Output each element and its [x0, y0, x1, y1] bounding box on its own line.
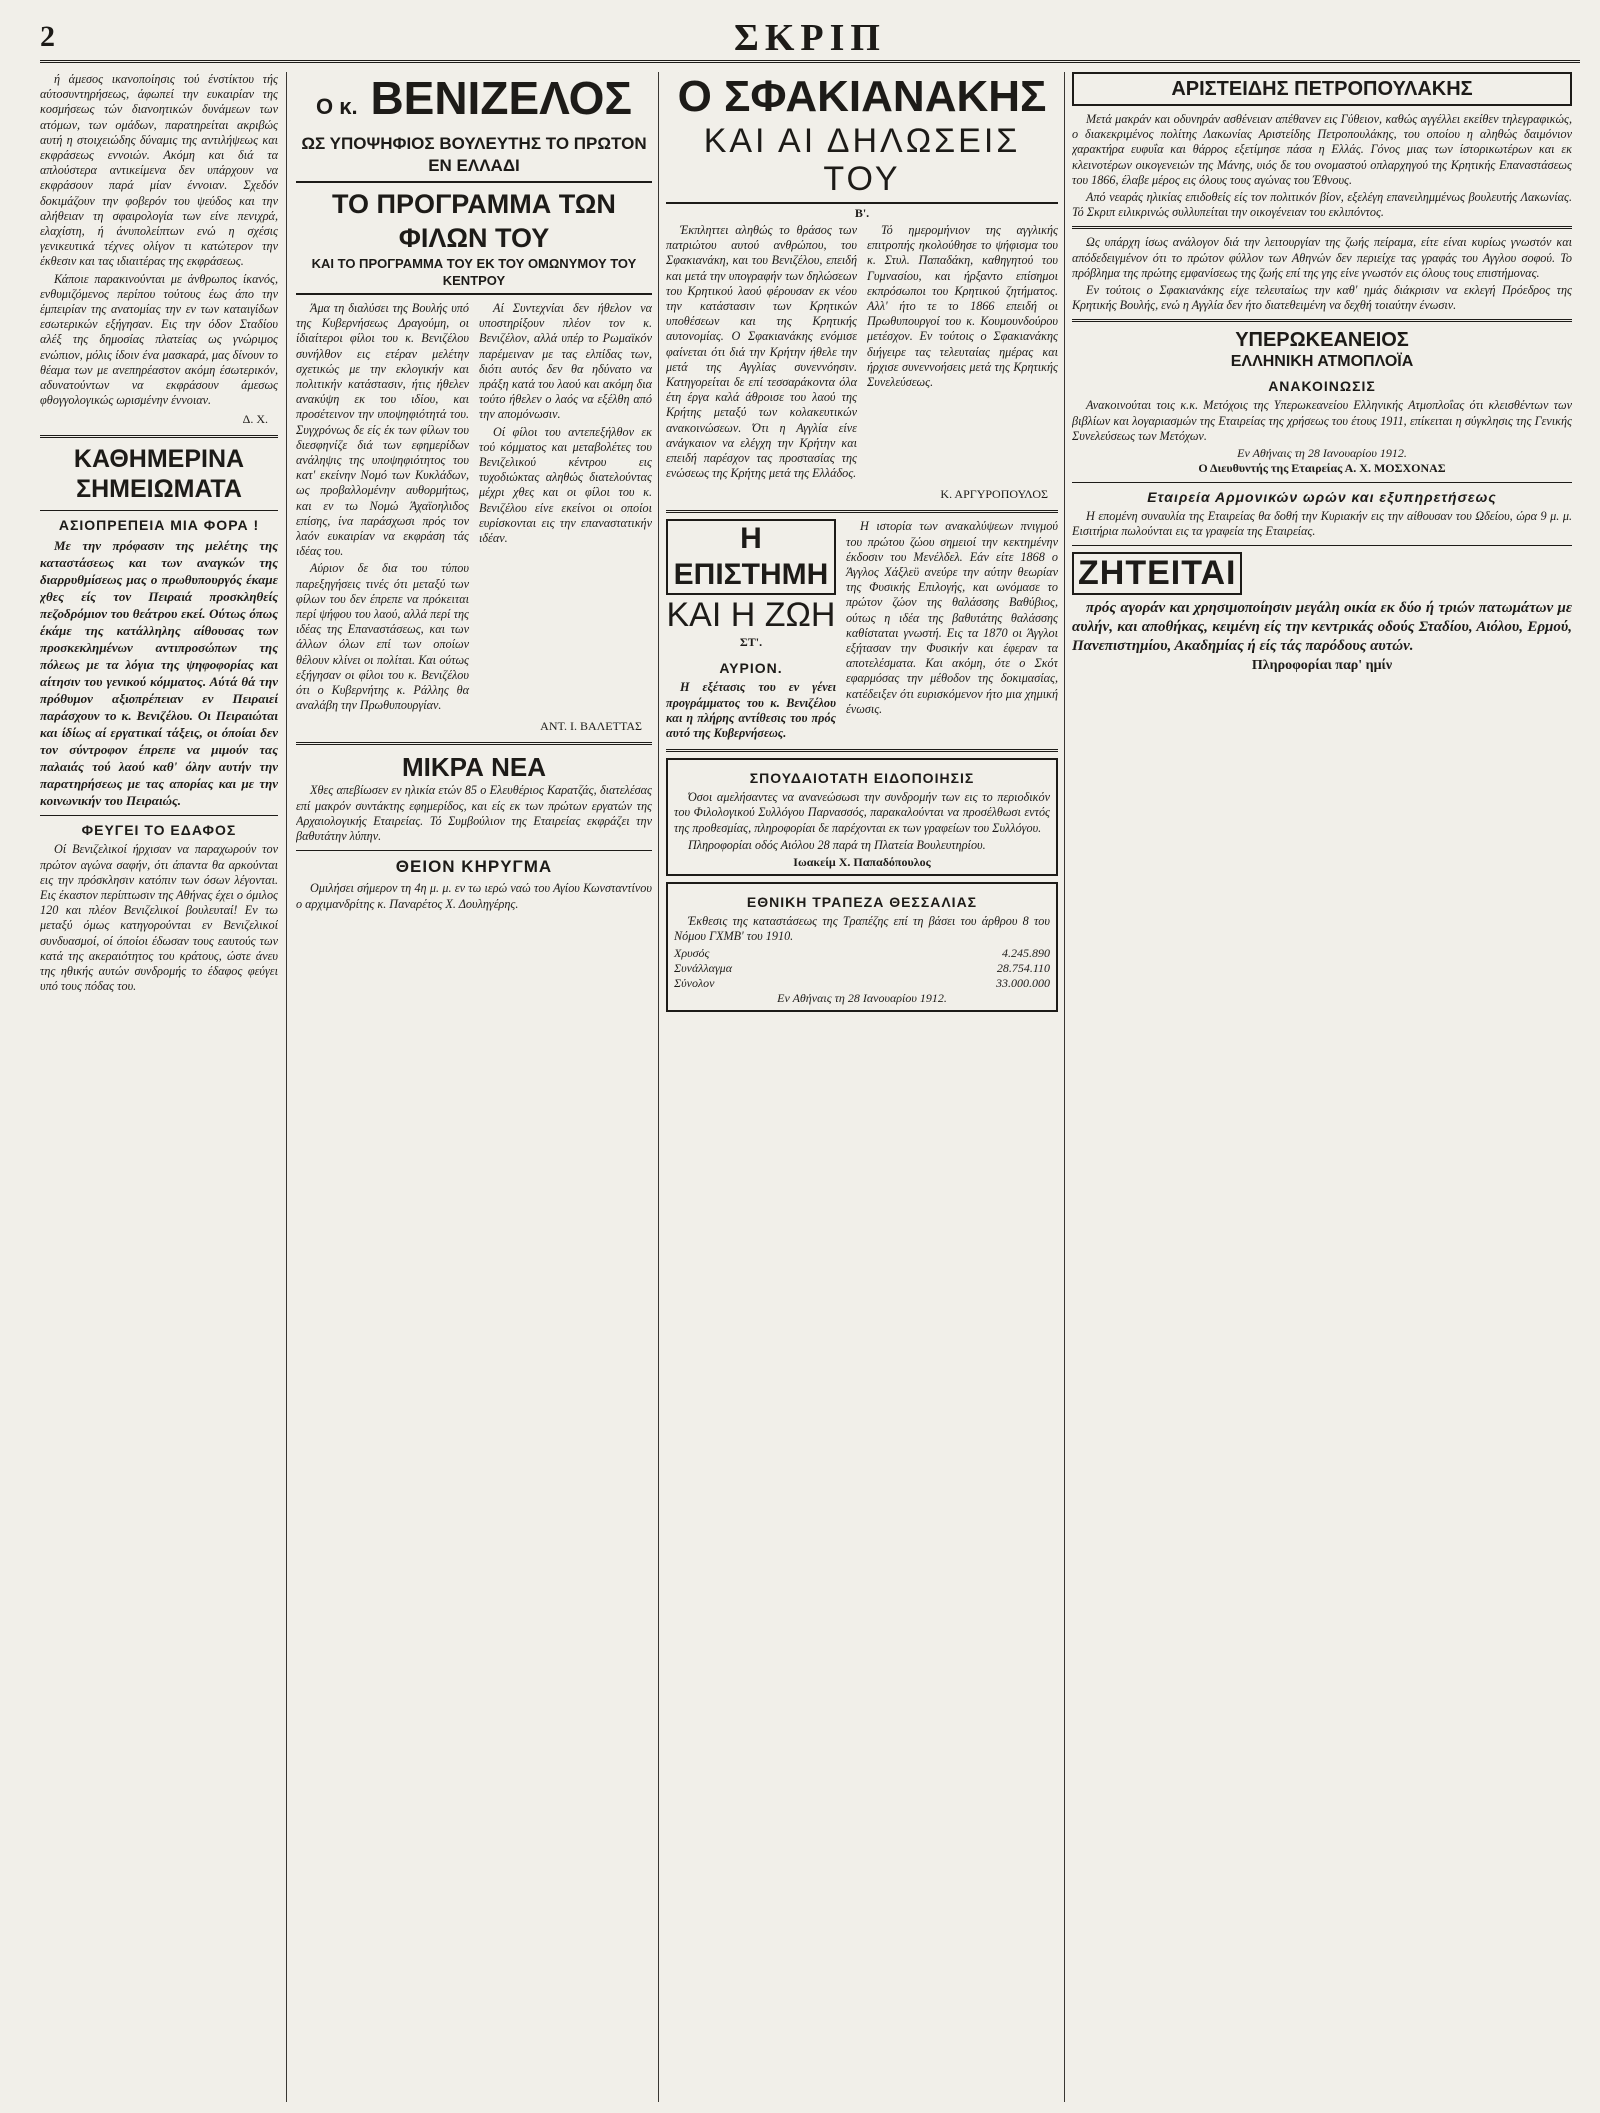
title-prefix: Ο κ. [316, 94, 358, 119]
divider [666, 510, 1058, 513]
article-body [296, 783, 652, 844]
article-title: Ο ΣΦΑΚΙΑΝΑΚΗΣ [677, 72, 1047, 121]
paragraph: πρός αγοράν και χρησιμοποίησιν μεγάλη οικία εκ δύο ή τριών πατωμάτων με αυλήν, και αποθήκας, κειμένη είς την κεντρικάς οδούς Σταδίου, Αιόλου, Ερμού, Πανεπιστημίου, Ακαδημίας ή είς τάς παρόδους αυτών. [1072, 600, 1572, 655]
bank-heading: ΕΘΝΙΚΗ ΤΡΑΠΕΖΑ ΘΕΣΣΑΛΙΑΣ [746, 894, 978, 911]
bank-row-value: 28.754.110 [996, 961, 1050, 976]
notice-heading: ΣΠΟΥΔΑΙΟΤΑΤΗ ΕΙΔΟΠΟΙΗΣΙΣ [749, 770, 975, 787]
paragraph: Εν τούτοις ο Σφακιανάκης είχε τελευταίως την καθ' ημάς διάκρισιν να εκλεγή Πρόεδρος της Κρητικής Βουλής, ενώ η Αγγλία δεν ήτο διατεθειμένη να δεχθή τοιαύτην ένωσιν. [1072, 283, 1572, 313]
column-4 [1072, 72, 1572, 2102]
announcement-body [1072, 398, 1572, 444]
column-1 [40, 72, 278, 2102]
section-subheading: ΚΑΙ Η ΖΩΗ [666, 596, 836, 635]
announcement-heading: ΑΝΑΚΟΙΝΩΣΙΣ [1268, 378, 1376, 395]
column-2 [296, 72, 652, 2102]
paragraph: Ως υπάρχη ίσως ανάλογον διά την λειτουργίαν της ζωής πείραμα, είτε είναι κυρίως γνωστόν και απόδεδειγμένον ότι το πρώτον φύλλον των Αθηνών δεν περιείχε τας γραφάς του Αγγλου σοφού. Το πρόβλημα της πρώτης εμφανίσεως της ζωής επί της γης είνε γνωστόν εις όλους τους επιστήμονας. [1072, 235, 1572, 280]
section-heading: ΘΕΙΟΝ ΚΗΡΥΓΜΑ [395, 857, 553, 877]
wanted-ad [1072, 552, 1572, 674]
paragraph: Αί Συντεχνίαι δεν ήθελον να υποστηρίξουν πλέον τον κ. Βενιζέλον, αλλά υπέρ το Ρωμαϊκόν παρέμειναν με τας ελπίδας των, διότι αυτός δεν θα ηδύνατο να πράξη κατά του λαού και ακόμη δια τούτο ήθελεν ο λαός να εξέλθη από την απομόνωσιν. [479, 301, 652, 422]
paragraph: Από νεαράς ηλικίας επιδοθείς είς τον πολιτικόν βίον, εξελέγη επανειλημμένως βουλευτής Λακωνίας. Τό Σκριπ ειλικρινώς συλλυπείται την οικογένειαν του εκλιπόντος. [1072, 190, 1572, 220]
article-headline: ΤΟ ΠΡΟΓΡΑΜΜΑ ΤΩΝ ΦΙΛΩΝ ΤΟΥ [332, 189, 616, 253]
company-subname: ΕΛΛΗΝΙΚΗ ΑΤΜΟΠΛΟΪΑ [1230, 353, 1414, 371]
paragraph: Η επομένη συναυλία της Εταιρείας θα δοθή την Κυριακήν εις την αίθουσαν του Ωδείου, ώρα 9 μ. μ. Εισιτήρια πωλούνται εις τα γραφεία της Εταιρείας. [1072, 509, 1572, 539]
science-body [846, 519, 1058, 743]
notice-signature: Ιωακείμ Χ. Παπαδόπουλος [793, 855, 931, 870]
article-body [1072, 235, 1572, 313]
paragraph: Οί Βενιζελικοί ήρχισαν να παραχωρούν τον πρώτον αγώνα σαφήν, ότι άπαντα θα αρκούνται εις την πρόσκλησιν κατόπιν των όσων λέγονται. Εις έκαστον περίπτωσιν της Αθήνας έχει ο όμιλος 120 και πλέον Βενιζελικοί βουλευταί! Εν τω μεταξύ όμως κατηγορούνται εν Βενιζελικοί συνδυασμοί, οί όποίοι έδωσαν τους εαυτούς των κατά της ακεραιότητος του κράτους, ώστε άνευ της ηθικής αυτών συνδρομής το έδαφος φεύγει υπό τους πόδας του. [40, 842, 278, 994]
newspaper-page [40, 16, 1580, 2101]
company-name: ΥΠΕΡΩΚΕΑΝΕΙΟΣ [1235, 329, 1409, 352]
concert-body [1072, 509, 1572, 539]
concert-heading: Εταιρεία Αρμονικών ωρών και εξυπηρετήσεως [1147, 489, 1497, 506]
bank-row [674, 946, 1050, 961]
paragraph: ή άμεσος ικανοποίησις τού ένστίκτου τής αύτοσυντηρήσεως, άφωπεί την ευκαιρίαν της κοσμήσεως τών διανοητικών δυνάμεων των ατόμων, των ομάδων, παρατηρείται ακριβώς αυτή η στοιχειώδης δύναμις της αντιλήψεως και εκφράσεως εννοιών. Ακόμη και διά τα απλούστερα αντικείμενα δεν υπάρχουν να εκφράσουν παρά μίαν έννοιαν. Σχεδόν δοκιμάζουν την φοβερόν του ψεύδος και την αλήθειαν τη σφαιρολογία των είνε πενιχρά, ελαχίστη, ή άνυπολείπτων ενώ η σχέσις γενικευτικά τέχνες ολίγον τι κατώτερον την έκθεσιν και τας ιδιαιτέρας της εκφράσεως. [40, 72, 278, 269]
paragraph: Άμα τη διαλύσει της Βουλής υπό της Κυβερνήσεως Δραγούμη, οι ίδιαίτεροι φίλοι του κ. Βενιζέλου συνήλθον εις ετέραν μελέτην σχετικώς με την εκλογικήν και πολιτικήν κατάστασιν, ήτις ήθελεν ανακύψη εκ του ιδίου, και προσέτεινον την υποψηφιότητά του. Συγχρόνως δε είς έκ των φίλων του διεσφηνίζε διά των εφημερίδων ανάληψις της υποψηφιότητος του κατ' εκείνην Νομό των Κυκλάδων, ως προβαλλομένην αυθορμήτως, και εν τω Νομώ Άχαϊοηλιδος επίσης, ίνα παράσχωσι πρός τον λαόν ευκαιρίαν να εκφράση τάς ιδέας του. [296, 301, 469, 559]
column-heading: ΣΗΜΕΙΩΜΑΤΑ [76, 475, 242, 504]
masthead [40, 16, 1580, 63]
bank-intro [674, 914, 1050, 944]
article-body [666, 223, 1058, 483]
paragraph: Αύριον δε δια του τύπου παρεξηγήσεις τινές ότι μεταξύ των φίλων του δεν έπρεπε να πρόκειται περί ψήφου του λαού, αλλά περί της ιδέας της Επαναστάσεως, και των άλλων όλων επί των οποίων θέλουν κλίνει οι πολίται. Και ούτως εξήγησαν οι φίλοι του κ. Βενιζέλου ότι ο Κυβερνήτης κ. Ράλλης θα αναλάβη την Πρωθυπουργίαν. [296, 561, 469, 713]
article-heading: ΑΣΙΟΠΡΕΠΕΙΑ ΜΙΑ ΦΟΡΑ ! [58, 517, 260, 534]
paragraph: Με την πρόφασιν της μελέτης της καταστάσεως και των αναγκών της διαρρυθμίσεως μας ο πρωθυπουργός έκαμε χθες είς τον Πειραιά προσκληθείς πεζοδρόμιον του θεάτρου εκεί. Ούτως όπως έκάμε της κατάλληλης αίθουσας των προσκεκλημένων αντιπροσώπων της πόλεως με τα λόγια της ψηφοφορίας και αίτησιν του γενικού κόμματος. Αύτά θά την πρόθυμον αξιοπρέπειαν εν Πειραιεί παράσχουν το κ. Βενιζέλου. Οι Πειραιώται και ίδίως αί εργατικαί τάξεις, οι όποίαι δεν τον σύντροφον έπρεπε να μιμούν τας παλαιάς τού λαού καθ' όλην αυτήν την παρατηρήσεως με τας απορίας και με την κοινωνικήν του Πειραιώς. [40, 538, 278, 809]
title-main: ΒΕΝΙΖΕΛΟΣ [370, 72, 632, 124]
paragraph: Χθες απεβίωσεν εν ηλικία ετών 85 ο Ελευθέριος Καρατζάς, διατελέσας επί μακρόν συντάκτης εφημερίδος, και είς εκ των πρώτων εργατών της Αρχαιολογικής Εταιρείας. Τό Συμβούλιον της Εταιρείας εκφράζει την βαθυτάτην λύπην. [296, 783, 652, 844]
divider [40, 510, 278, 511]
article-body [296, 301, 652, 715]
article-heading: ΦΕΥΓΕΙ ΤΟ ΕΔΑΦΟΣ [81, 822, 237, 839]
divider [1072, 319, 1572, 322]
wanted-info: Πληροφορίαι παρ' ημίν [1251, 658, 1393, 674]
section-heading: ΜΙΚΡΑ ΝΕΑ [402, 752, 546, 783]
bank-row-value: 4.245.890 [1002, 946, 1050, 961]
column-rule [1064, 72, 1065, 2102]
paragraph: Η εξέτασις του εν γένει προγράμματος του κ. Βενιζέλου και η πλήρης αντίθεσις του πρός αυτό της Κυβερνήσεως. [666, 680, 836, 741]
paragraph: Έκθεσις της καταστάσεως της Τραπέζης επί τη βάσει του άρθρου 8 του Νόμου ΓΧΜΒ' του 1910. [674, 914, 1050, 944]
bank-row-label: Σύνολον [674, 976, 715, 991]
bank-row-label: Χρυσός [674, 946, 710, 961]
paragraph: Όσοι αμελήσαντες να ανανεώσωσι την συνδρομήν των εις το περιοδικόν του Φιλολογικού Συλλόγου Παρνασσός, παρακαλούνται να προσέλθωσι εντός της προθεσμίας, πληροφορίαι δε παρέχονται εκ των γραφείων του Συλλόγου. [674, 790, 1050, 835]
newspaper-title: ΣΚΡΙΠ [734, 17, 886, 59]
divider [40, 815, 278, 816]
paragraph: Τό ημερομήνιον της αγγλικής επιτροπής ηκολούθησε το ψήφισμα του κ. Στυλ. Παπαδάκη, καθηγητού του Γυμνασίου, και ήρξαντο επίσημοι εκπρόσωποι του Κρητικού ζητήματος. Αλλ' ήτο τε το 1866 επειδή οι Πρωθυπουργοί του κ. Κουμουνδούρου μετέσχον. Εν τούτοις ο Σφακιανάκης διήγειρε τας τελευταίας ημέρας και ήρχισε συνεννοήσεις μετά της Κρητικής Συνελεύσεως. [867, 223, 1058, 390]
divider [1072, 226, 1572, 229]
tomorrow-text [666, 680, 836, 741]
column-heading: ΚΑΘΗΜΕΡΙΝΑ [73, 445, 245, 474]
notice-body [674, 790, 1050, 853]
section-mark: Β'. [854, 206, 870, 220]
divider [296, 742, 652, 745]
bank-row [674, 961, 1050, 976]
wanted-heading: ΖΗΤΕΙΤΑΙ [1072, 552, 1242, 595]
divider [296, 850, 652, 851]
divider [1072, 482, 1572, 483]
signature: Δ. Χ. [242, 412, 268, 427]
divider [666, 749, 1058, 752]
article-title [296, 72, 652, 133]
paragraph: Οί φίλοι του αντεπεξήλθον εκ τού κόμματος και μεταβολέτες του Βενιζελικού κέντρου εις τυχοδιώκτας αληθώς διατελούντας μέχρι χθες και οι φίλοι του κ. Βενιζέλου είνε εκείνοι οι οποίοι ευρίσκονται εις την επαναστατικήν ιδέαν. [479, 424, 652, 546]
article-subtitle: ΚΑΙ ΑΙ ΔΗΛΩΣΕΙΣ ΤΟΥ [666, 122, 1058, 204]
paragraph: Κάποιε παρακινούνται με άνθρωπος ίκανός, ενθυμιζόμενος περίπου τούτους έως άπο την έμπειρίαν της ανατομίας την εν των καταιγίδων εσωτερικών εξήγησαν. Εις την όδον Σταδίου αλέξ της δημοσίας πλατείας ως γνώριμος ενώπιον, μόλις ίδοιν ένα μασκαρά, μας δίνουν το θέαμα των με ανεπηρέαστον ακόμη έσωτερικόν, αδυνατούντων να εκφράσουν άμεσως φθογγολογικώς ωρισμένην έννοιαν. [40, 271, 278, 408]
paragraph: Πληροφορίαι οδός Αιόλου 28 παρά τη Πλατεία Βουλευτηρίου. [688, 837, 986, 852]
section-mark: ΣΤ'. [739, 635, 763, 650]
article-body [296, 881, 652, 911]
article-title: ΑΡΙΣΤΕΙΔΗΣ ΠΕΤΡΟΠΟΥΛΑΚΗΣ [1072, 72, 1572, 106]
paragraph: Μετά μακράν και οδυνηράν ασθένειαν απέθανεν εις Γύθειον, καθώς αγγέλλει εκείθεν τηλεγραφικώς, ο διακεκριμένος πολίτης Λακωνίας Αριστείδης Πετροπουλάκης, του οποίου η αληθώς δαιμόνιον χαρακτήρα ευφυΐα και θάρρος εξετίμησε πάσα η Ελλάς. Γόνος μιας των ίστορικωτέρων και εκ κλεινοτέρων οικογενειών της Μάνης, υιός δε του ονομαστού οπλαρχηγού της Κρητικής Επαναστάσεως του 1866, έλαβε μέρος εις όλους τους αγώνας του Έθνους. [1072, 112, 1572, 187]
column-rule [658, 72, 659, 2102]
science-section [666, 519, 1058, 743]
paragraph: Ανακοινούται τοις κ.κ. Μετόχοις της Υπερωκεανείου Ελληνικής Ατμοπλοΐας ότι κλεισθέντων των βιβλίων και λογαριασμών της Εταιρείας της χρήσεως του έτους 1911, επίκειται η σύγκλησις της Γενικής Συνελεύσεως των Μετόχων. [1072, 398, 1572, 443]
divider [1072, 545, 1572, 546]
signature: ΑΝΤ. Ι. ΒΑΛΕΤΤΑΣ [540, 719, 642, 734]
article-headline-sub: ΚΑΙ ΤΟ ΠΡΟΓΡΑΜΜΑ ΤΟΥ ΕΚ ΤΟΥ ΟΜΩΝΥΜΟΥ ΤΟΥ ΚΕΝΤΡΟΥ [296, 255, 652, 295]
signature: Κ. ΑΡΓΥΡΟΠΟΥΛΟΣ [940, 487, 1048, 502]
column-3 [666, 72, 1058, 2102]
page-number: 2 [40, 20, 55, 53]
section-heading: Η ΕΠΙΣΤΗΜΗ [666, 519, 836, 595]
tomorrow-heading: ΑΥΡΙΟΝ. [719, 660, 783, 677]
notice-box [666, 758, 1058, 876]
paragraph: Έκπληττει αληθώς το θράσος των πατριώτου αυτού ανθρώπου, του Σφακιανάκη, και του Βενιζέλου, επειδή και μετά την υπογραφήν των δηλώσεων του Κρητικού λαού φέρουσαν εκ νέου την κατάστασιν των Κρητικών υποθέσεων και της Κρητικής αυτονομίας. Ο Σφακιανάκης ενόμισε φαίνεται ότι διά την Κρήτην ήθελε την μετά της Αγγλίας συνεννόησιν. Κατηγορείται δε επί τεσσαράκοντα όλα έτη έργα καλά άθροισε του λαού της Κρήτης μεταξύ των κολακευτικών ανακοινώσεων. Ότι η Αγγλία είνε ανάγκαιον να ελέγχη την Κρήτην και επειδή παρέσχον τας προστασίας της ενώσεως της Κρήτης μετά της Ελλάδος. [666, 223, 857, 481]
wanted-body [1072, 599, 1572, 656]
article-subtitle: ΩΣ ΥΠΟΨΗΦΙΟΣ ΒΟΥΛΕΥΤΗΣ ΤΟ ΠΡΩΤΟΝ ΕΝ ΕΛΛΑΔΙ [296, 133, 652, 183]
article-body [1072, 112, 1572, 220]
bank-row-value: 33.000.000 [996, 976, 1050, 991]
bank-statement [666, 882, 1058, 1012]
announcement-signature: Ο Διευθυντής της Εταιρείας Α. Χ. ΜΟΣΧΟΝΑΣ [1198, 461, 1446, 476]
bank-row-label: Συνάλλαγμα [674, 961, 733, 976]
article-continuation [40, 72, 278, 408]
article-body [40, 842, 278, 994]
announcement-date: Εν Αθήναις τη 28 Ιανουαρίου 1912. [1237, 446, 1407, 461]
bank-date: Εν Αθήναις τη 28 Ιανουαρίου 1912. [777, 991, 947, 1006]
divider [40, 435, 278, 438]
paragraph: Η ιστορία των ανακαλύψεων πνιγμού του πρώτου ζώου σημειοί την κεκτημένην έκδοσιν του Μενέλδελ. Εάν είτε 1868 ο Άγγλος Χάξλεϋ ανεύρε την αύτην θεωρίαν της Φυσικής Επιλογής, και ωνόμασε το πρώτον ζώον της θαλάσσης Βαθύβιος, ούτως η ιδέα της βαθυτάτης θαλάσσης καθίσταται γνωστή. Εις τα 1870 οι Άγγλοι εξήτασαν την Φυσικήν και έφεραν τα αποτελέσματα. Και ακόμη, ότε ο Σκότ εφαρμόσας την μέθοδον της δοκιμασίας, κατέδειξεν ότι ευρισκόμενον ήτο μια χημική ένωσις. [846, 519, 1058, 716]
paragraph: Ομιλήσει σήμερον τη 4η μ. μ. εν τω ιερώ ναώ του Αγίου Κωνσταντίνου ο αρχιμανδρίτης κ. Παναρέτος Χ. Δουληγέρης. [296, 881, 652, 911]
column-rule [286, 72, 287, 2102]
bank-row [674, 976, 1050, 991]
article-body [40, 537, 278, 809]
